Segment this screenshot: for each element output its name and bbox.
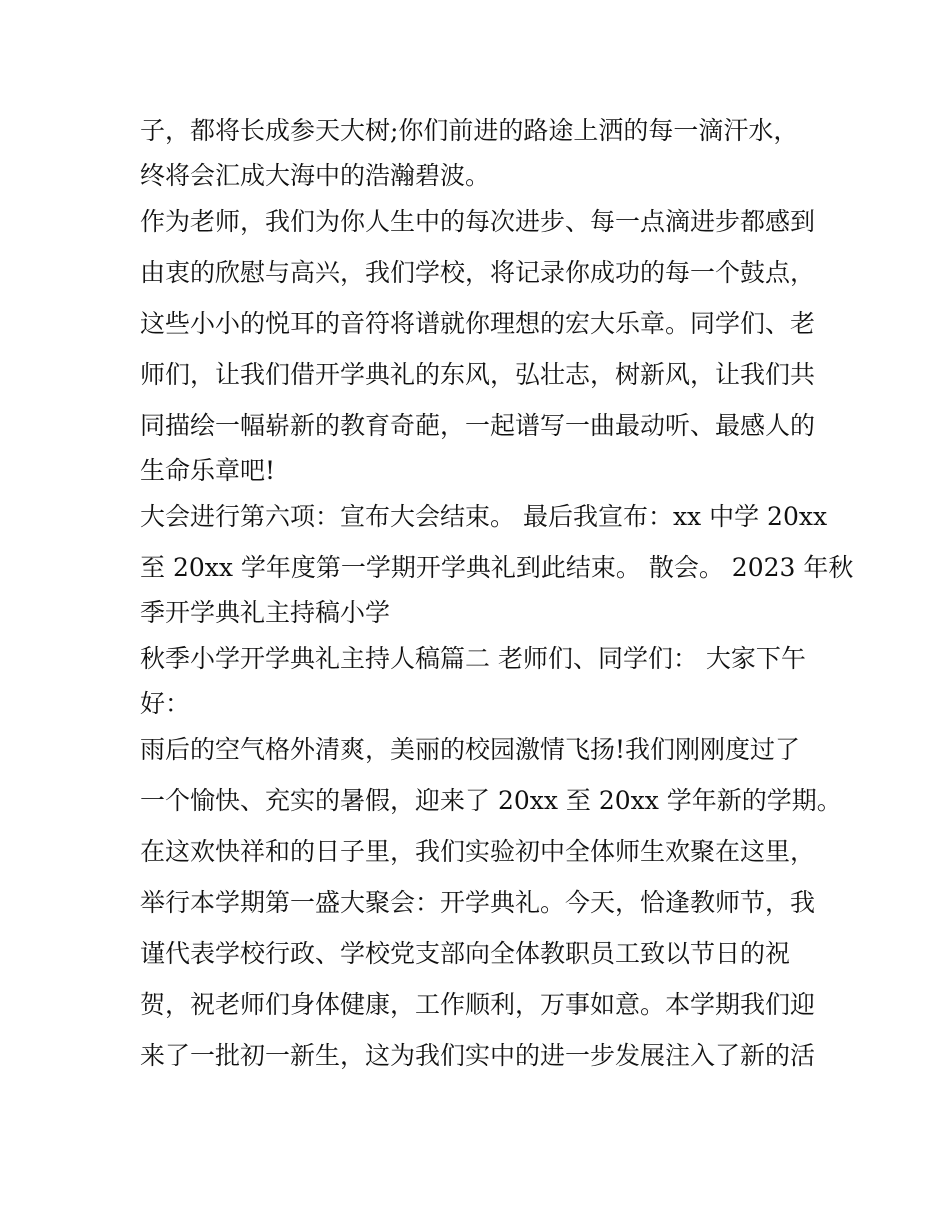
text-line: 举行本学期第一盛大聚会：开学典礼。今天，恰逢教师节，我 bbox=[140, 888, 816, 917]
text-line: 谨代表学校行政、学校党支部向全体教职员工致以节日的祝 bbox=[140, 939, 791, 968]
text-line: 生命乐章吧! bbox=[140, 456, 276, 485]
text-line: 这些小小的悦耳的音符将谱就你理想的宏大乐章。同学们、老 bbox=[140, 309, 816, 338]
text-line: 贺，祝老师们身体健康，工作顺利，万事如意。本学期我们迎 bbox=[140, 990, 816, 1019]
text-line: 作为老师，我们为你人生中的每次进步、每一点滴进步都感到 bbox=[140, 207, 816, 236]
text-line: 好： bbox=[140, 689, 191, 718]
text-line: 师们，让我们借开学典礼的东风，弘壮志，树新风，让我们共 bbox=[140, 360, 816, 389]
text-line: 至 20xx 学年度第一学期开学典礼到此结束。 散会。 2023 年秋 bbox=[140, 553, 854, 582]
text-line: 同描绘一幅崭新的教育奇葩，一起谱写一曲最动听、最感人的 bbox=[140, 411, 816, 440]
text-line: 季开学典礼主持稿小学 bbox=[140, 598, 391, 627]
text-line: 大会进行第六项：宣布大会结束。 最后我宣布：xx 中学 20xx bbox=[140, 502, 828, 531]
text-line: 秋季小学开学典礼主持人稿篇二 老师们、同学们： 大家下午 bbox=[140, 644, 806, 673]
text-line: 由衷的欣慰与高兴，我们学校，将记录你成功的每一个鼓点， bbox=[140, 258, 816, 287]
text-line: 来了一批初一新生，这为我们实中的进一步发展注入了新的活 bbox=[140, 1041, 816, 1070]
document-body bbox=[140, 105, 854, 1081]
text-line: 终将会汇成大海中的浩瀚碧波。 bbox=[140, 161, 491, 190]
text-line: 雨后的空气格外清爽，美丽的校园激情飞扬!我们刚刚度过了 bbox=[140, 735, 801, 764]
text-line: 一个愉快、充实的暑假，迎来了 20xx 至 20xx 学年新的学期。 bbox=[140, 786, 842, 815]
text-line: 在这欢快祥和的日子里，我们实验初中全体师生欢聚在这里， bbox=[140, 837, 816, 866]
text-line: 子，都将长成参天大树;你们前进的路途上洒的每一滴汗水， bbox=[140, 116, 799, 145]
